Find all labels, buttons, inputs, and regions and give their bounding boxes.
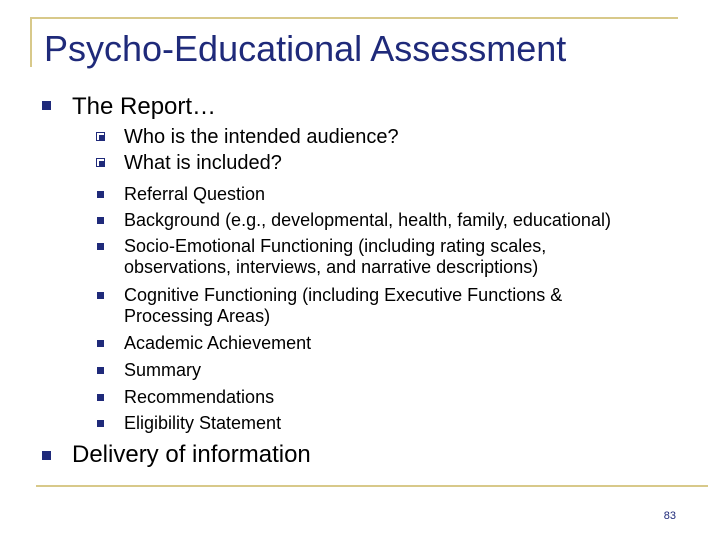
bullet-box-icon xyxy=(96,132,105,141)
bullet-square-icon xyxy=(97,292,104,299)
list-item: Cognitive Functioning (including Executive Functions & xyxy=(124,285,563,305)
list-item: Summary xyxy=(124,360,202,380)
list-item: Eligibility Statement xyxy=(124,413,282,433)
bullet-included: What is included? xyxy=(124,152,282,174)
title-frame-top xyxy=(30,17,678,19)
bullet-square-icon xyxy=(97,191,104,198)
bullet-square-icon xyxy=(97,243,104,250)
bullet-report: The Report… xyxy=(72,93,217,120)
bullet-square-icon xyxy=(97,420,104,427)
title-frame-left xyxy=(30,17,32,67)
bullet-audience: Who is the intended audience? xyxy=(124,126,399,148)
bullet-square-icon xyxy=(97,394,104,401)
slide-title: Psycho-Educational Assessment xyxy=(44,28,567,69)
bullet-square-icon xyxy=(42,101,51,110)
bullet-square-icon xyxy=(42,451,51,460)
list-item: Recommendations xyxy=(124,387,275,407)
list-item-continuation: observations, interviews, and narrative descriptions) xyxy=(124,257,539,277)
page-number: 83 xyxy=(663,510,676,522)
bullet-square-icon xyxy=(97,340,104,347)
list-item: Socio-Emotional Functioning (including rating scales, xyxy=(124,236,547,256)
list-item-continuation: Processing Areas) xyxy=(124,306,271,326)
list-item: Academic Achievement xyxy=(124,333,312,353)
bullet-delivery: Delivery of information xyxy=(72,441,311,468)
footer-rule xyxy=(36,485,708,487)
list-item: Referral Question xyxy=(124,184,266,204)
list-item: Background (e.g., developmental, health, family, educational) xyxy=(124,210,611,230)
bullet-box-icon xyxy=(96,158,105,167)
bullet-square-icon xyxy=(97,217,104,224)
bullet-square-icon xyxy=(97,367,104,374)
